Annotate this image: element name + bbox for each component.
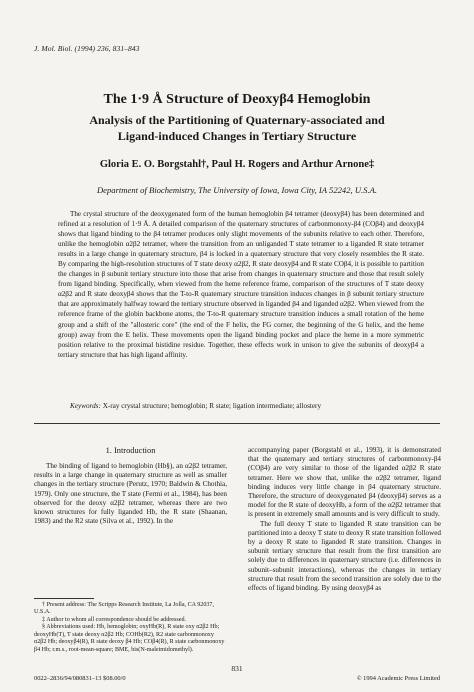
right-column: [248, 446, 441, 593]
keywords-label: Keywords:: [70, 402, 101, 410]
left-column: [34, 446, 227, 526]
intro-paragraph-2: accompanying paper (Borgstahl et al., 1993), it is demonstrated that the quaternary and tertiary structures of carbonmonoxy-β4 (COβ4) are very similar to those of the liganded α2β2 R state tetramer. Here we show that, unlike the α2β2 tetramer, ligand binding induces very little change in β4 quaternary structure. Therefore, the structure of deoxygenated β4 (deoxyβ4) serves as a model for the R state of deoxyHb, a form of the α2β2 tetramer that is present in extremely small amounts and is very difficult to study.: [248, 446, 441, 519]
journal-reference: J. Mol. Biol. (1994) 236, 831–843: [34, 44, 140, 53]
copyright-notice: © 1994 Academic Press Limited: [356, 675, 440, 682]
affiliation: Department of Biochemistry, The University of Iowa, Iowa City, IA 52242, U.S.A.: [96, 185, 378, 195]
subtitle-line-1: Analysis of the Partitioning of Quaternary-associated and: [89, 113, 385, 127]
footnote-divider: [34, 598, 94, 599]
abstract: The crystal structure of the deoxygenated form of the human hemoglobin β4 tetramer (deoxyβ4) has been determined and refined at a resolution of 1·9 Å. A detailed comparison of the quaternary structures of carbonmonoxy-β4 (COβ4) and deoxyβ4 shows that ligand binding to the β4 tetramer produces only slight movements of the subunits relative to each other. Therefore, unlike the hemoglobin α2β2 tetramer, where the transition from an unliganded T state tetramer to a liganded R state tetramer results in a large change in quaternary structure, β4 is locked in a quaternary structure that very closely resembles the R state. By comparing the high-resolution structures of T state deoxy α2β2, R state deoxyβ4 and R state COβ4, it is possible to partition the changes in β subunit tertiary structure into those that arise from changes in quaternary structure and those that result solely from ligand binding. Specifically, when viewed from the heme reference frame, comparison of the structures of T state deoxy α2β2 and R state deoxyβ4 shows that the T-to-R quaternary structure transition induces changes in β subunit tertiary structure that are approximately halfway toward the tertiary structure observed in liganded β4 and liganded α2β2. When viewed from the reference frame of the globin backbone atoms, the T-to-R quaternary structure transition induces a small rotation of the heme group and a shift of the "allosteric core" (the end of the F helix, the FG corner, the beginning of the G helix, and the heme group) away from the E helix. These movements open the ligand binding pocket and place the heme in a more symmetric position relative to the proximal histidine residue. Together, these effects work in unison to give the subunits of deoxyβ4 a tertiary structure that has high ligand affinity.: [58, 210, 424, 359]
article-subtitle: [0, 112, 474, 144]
intro-paragraph-3: The full deoxy T state to liganded R state transition can be partitioned into a deoxy T state to deoxy R state transition followed by a deoxy R state to liganded R state transition. Changes in subunit tertiary structure that result from the first transition are solely due to differences in quaternary structure (i.e. differences in subunit–subunit interactions), whereas the changes in tertiary structure that result from the second transition are solely due to the effects of ligand binding. By using deoxyβ4 as: [248, 519, 441, 593]
footnote-correspondence: ‡ Author to whom all correspondence should be addressed.: [42, 616, 187, 623]
document-id: 0022–2836/94/080831–13 $08.00/0: [34, 675, 126, 682]
keywords-text: X-ray crystal structure; hemoglobin; R state; ligation intermediate; allostery: [102, 402, 322, 410]
author-list: Gloria E. O. Borgstahl†, Paul H. Rogers and Arthur Arnone‡: [99, 159, 375, 170]
subtitle-line-2: Ligand-induced Changes in Tertiary Structure: [117, 129, 357, 143]
section-heading-introduction: 1. Introduction: [105, 446, 156, 455]
footnote-present-address: † Present address: The Scripps Research Institute, La Jolla, CA 92037, U.S.A.: [34, 602, 215, 616]
footnotes: [34, 602, 227, 654]
article-title: The 1·9 Å Structure of Deoxyβ4 Hemoglobin: [103, 92, 371, 107]
footnote-abbreviations: § Abbreviations used: Hb, hemoglobin; oxyHb(R), R state oxy α2β2 Hb; deoxyHb(T), T state deoxy α2β2 Hb; COHb(R2), R2 state carbonmonoxy α2β2 Hb; deoxyβ4(R), R state deoxy β4 Hb; COβ4(R), R state carbonmonoxy β4 Hb; r.m.s., root-mean-square; BME, bis(N-maleimidomethyl).: [34, 624, 225, 653]
intro-paragraph-1: The binding of ligand to hemoglobin (Hb§), an α2β2 tetramer, results in a large change in quaternary structure as well as smaller changes in the tertiary structure (Perutz, 1970; Baldwin & Chothia, 1979). Only one structure, the T state (Fermi et al., 1984), has been observed for the deoxy α2β2 tetramer, whereas there are two known structures for fully liganded Hb, the R state (Shaanan, 1983) and the R2 state (Silva et al., 1992). In the: [34, 462, 227, 526]
page-number: 831: [231, 664, 243, 673]
section-divider: [34, 423, 440, 424]
keywords: [58, 402, 424, 410]
